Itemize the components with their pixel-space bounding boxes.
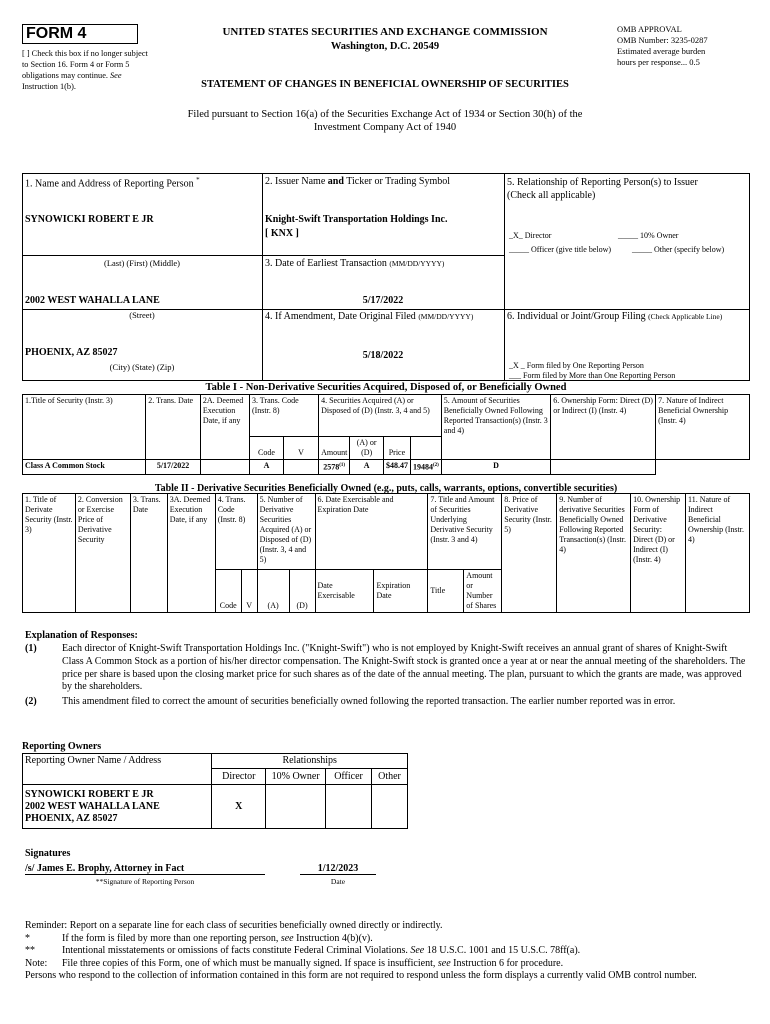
t1-h-deemed: 2A. Deemed Execution Date, if any [200, 395, 249, 460]
owners-col-officer: Officer [326, 769, 372, 785]
owners-col-relationships: Relationships [212, 754, 408, 769]
statement-title: STATEMENT OF CHANGES IN BENEFICIAL OWNERSHIP OF SECURITIES [201, 79, 569, 90]
t1-sub-aord: (A) or (D) [350, 437, 384, 460]
table1-title: Table I - Non-Derivative Securities Acquired, Disposed of, or Beneficially Owned [205, 382, 567, 393]
t2-sub-a: (A) [257, 570, 289, 613]
form-title-box [22, 24, 138, 44]
t2-h-code: 4. Trans. Code (Instr. 8) [215, 494, 257, 570]
box5-label: 5. Relationship of Reporting Person(s) to Issuer (Check all applicable) [507, 177, 698, 201]
t1-row-v [283, 460, 318, 475]
omb-approval: OMB APPROVAL OMB Number: 3235-0287 Estimated average burden hours per response... 0.5 [617, 24, 708, 67]
city-label: (City) (State) (Zip) [109, 362, 175, 372]
t2-h-nature: 11. Nature of Indirect Beneficial Ownership (Instr. 4) [686, 494, 750, 613]
box2-label: 2. Issuer Name and Ticker or Trading Symbol [265, 176, 451, 187]
t2-sub-amount: Amount or Number of Shares [464, 570, 502, 613]
t1-sub-amount: Amount [319, 437, 350, 460]
t2-h-conversion: 2. Conversion or Exercise Price of Derivative Security [75, 494, 130, 613]
t2-sub-code: Code [215, 570, 241, 613]
t1-row-price: $48.47 [383, 460, 410, 475]
signature-label: **Signature of Reporting Person [95, 877, 195, 886]
agency-location: Washington, D.C. 20549 [330, 41, 440, 52]
owner-10pct-cell [266, 785, 326, 829]
t1-row-code: A [249, 460, 283, 475]
t2-h-deemed: 3A. Deemed Execution Date, if any [167, 494, 215, 613]
city-line: PHOENIX, AZ 85027 [25, 347, 118, 358]
t1-row-nature [551, 460, 656, 475]
box6-label: 6. Individual or Joint/Group Filing (Check Applicable Line) [507, 311, 723, 322]
signature-date: 1/12/2023 [300, 863, 376, 875]
owners-col-name: Reporting Owner Name / Address [23, 754, 212, 785]
box3-label: 3. Date of Earliest Transaction (MM/DD/YYYY) [265, 258, 445, 269]
table2 [22, 493, 750, 613]
explanation-heading: Explanation of Responses: [25, 630, 138, 641]
t1-sub-v: V [283, 437, 318, 460]
table1 [22, 394, 750, 475]
t1-h-ownership-form: 6. Ownership Form: Direct (D) or Indirect (I) (Instr. 4) [551, 395, 656, 460]
t2-h-title: 1. Title of Derivate Security (Instr. 3) [23, 494, 76, 613]
reminder-block [25, 920, 750, 983]
table-row [23, 785, 408, 829]
table2-title: Table II - Derivative Securities Beneficially Owned (e.g., puts, calls, warrants, options, convertible securities) [154, 483, 618, 494]
footnote-2-num: (2) [25, 696, 37, 707]
t1-h-title: 1.Title of Security (Instr. 3) [23, 395, 146, 460]
t1-sub-code: Code [249, 437, 283, 460]
box4-label: 4. If Amendment, Date Original Filed (MM/DD/YYYY) [265, 311, 474, 322]
t2-sub-d: (D) [289, 570, 315, 613]
director-checkbox: _X_ Director [509, 231, 552, 240]
name-parts-label: (Last) (First) (Middle) [103, 258, 180, 268]
t2-sub-title: Title [428, 570, 464, 613]
owners-col-10pct: 10% Owner [266, 769, 326, 785]
t1-row-owned: 19484$^{(2)}$ [410, 460, 441, 475]
divider-col-3 [504, 173, 505, 381]
table-row [23, 460, 750, 475]
owner-other-cell [372, 785, 408, 829]
t1-h-code: 3. Trans. Code (Instr. 8) [249, 395, 318, 437]
box1-label: 1. Name and Address of Reporting Person * [25, 176, 200, 190]
owner-officer-cell [326, 785, 372, 829]
other-checkbox: _____ Other (specify below) [632, 245, 725, 254]
t1-h-nature: 7. Nature of Indirect Beneficial Ownership (Instr. 4) [656, 395, 750, 460]
t1-h-date: 2. Trans. Date [146, 395, 201, 460]
officer-checkbox: _____ Officer (give title below) [509, 245, 612, 254]
ticker-symbol: [ KNX ] [265, 228, 299, 239]
t1-row-form: D [441, 460, 550, 475]
t2-h-date: 3. Trans. Date [130, 494, 167, 613]
owner-name-address: SYNOWICKI ROBERT E JR 2002 WEST WAHALLA LANE PHOENIX, AZ 85027 [23, 785, 212, 829]
owners-col-other: Other [372, 769, 408, 785]
divider-row-a [22, 255, 504, 256]
t2-h-underlying: 7. Title and Amount of Securities Underlying Derivative Security (Instr. 3 and 4) [428, 494, 502, 570]
t1-row-title: Class A Common Stock [23, 460, 146, 475]
owner-director-mark: X [212, 785, 266, 829]
earliest-transaction-date: 5/17/2022 [362, 295, 404, 306]
t2-h-price: 8. Price of Derivative Security (Instr. 5) [502, 494, 557, 613]
original-filed-date: 5/18/2022 [362, 350, 404, 361]
ten-percent-owner-checkbox: _____ 10% Owner [618, 231, 679, 240]
t1-h-securities: 4. Securities Acquired (A) or Disposed of (D) (Instr. 3, 4 and 5) [319, 395, 442, 437]
multi-person-filing: ___ Form filed by More than One Reporting Person [509, 371, 676, 380]
reporting-owners-table [22, 753, 408, 829]
t2-sub-expiration: Expiration Date [374, 570, 428, 613]
reporting-owners-heading: Reporting Owners [22, 741, 102, 752]
t1-row-date: 5/17/2022 [146, 460, 201, 475]
filed-pursuant: Filed pursuant to Section 16(a) of the Securities Exchange Act of 1934 or Section 30(h) of the Investment Company Act of 1940 [187, 109, 583, 133]
owners-col-director: Director [212, 769, 266, 785]
t1-row-aord: A [350, 460, 384, 475]
t2-h-owned: 9. Number of derivative Securities Beneficially Owned Following Reported Transaction(s) (Instr. 4) [557, 494, 631, 613]
reminder-star2: ** Intentional misstatements or omissions of facts constitute Federal Criminal Violations. See 18 U.S.C. 1001 and 15 U.S.C. 78ff(a). [25, 945, 581, 957]
t2-h-exercisable: 6. Date Exercisable and Expiration Date [315, 494, 428, 570]
street-address: 2002 WEST WAHALLA LANE [25, 295, 160, 306]
t1-sub-price: Price [383, 437, 410, 460]
t1-h-amount-owned: 5. Amount of Securities Beneficially Owned Following Reported Transaction(s) (Instr. 3 and 4) [441, 395, 550, 460]
footnote-1-num: (1) [25, 643, 37, 654]
signatures-heading: Signatures [25, 848, 71, 859]
t2-sub-exercisable: Date Exercisable [315, 570, 374, 613]
footnote-2-text: This amendment filed to correct the amount of securities beneficially owned following the reported transaction. The earlier number reported was in error. [62, 696, 676, 707]
check-box-note: [ ] Check this box if no longer subject to Section 16. Form 4 or Form 5 obligations may continue. See Instruction 1(b). [22, 49, 148, 91]
t2-sub-v: V [241, 570, 257, 613]
reminder-omb-notice: Persons who respond to the collection of information contained in this form are not required to respond unless the form displays a currently valid OMB control number. [25, 970, 697, 982]
reporting-person-name: SYNOWICKI ROBERT E JR [25, 214, 154, 225]
signature-name: /s/ James E. Brophy, Attorney in Fact [25, 863, 265, 875]
reminder-note: Note: File three copies of this Form, one of which must be manually signed. If space is insufficient, see Instruction 6 for procedure. [25, 957, 564, 969]
reminder-line: Reminder: Report on a separate line for each class of securities beneficially owned directly or indirectly. [25, 920, 443, 931]
form-title: FORM 4 [26, 25, 87, 42]
t2-h-form: 10. Ownership Form of Derivative Security: Direct (D) or Indirect (I) (Instr. 4) [631, 494, 686, 613]
agency-name: UNITED STATES SECURITIES AND EXCHANGE COMMISSION [222, 26, 548, 38]
street-label: (Street) [129, 310, 155, 320]
footnote-1-text: Each director of Knight-Swift Transportation Holdings Inc. ("Knight-Swift") who is not employed by Knight-Swift receives an annual grant of shares of Knight-Swift Class A Common Stock as a portion of his/her director compensation. The Knight-Swift stock is granted once a year at or near the annual meeting of the shareholders. The price per share is based upon the closing market price for such shares as of the date of the annual meeting. The plan, pursuant to which the grants are made, was approved by the shareholders. [62, 643, 746, 693]
reminder-star1: * If the form is filed by more than one reporting person, see Instruction 4(b)(v). [25, 932, 373, 944]
t2-h-number: 5. Number of Derivative Securities Acquired (A) or Disposed of (D) (Instr. 3, 4 and 5) [257, 494, 315, 570]
issuer-name: Knight-Swift Transportation Holdings Inc. [265, 214, 448, 225]
t1-row-deemed [200, 460, 249, 475]
t1-row-amount: 2578$^{(1)}$ [319, 460, 350, 475]
one-person-filing: _X _ Form filed by One Reporting Person [509, 361, 644, 370]
date-label: Date [330, 877, 346, 886]
